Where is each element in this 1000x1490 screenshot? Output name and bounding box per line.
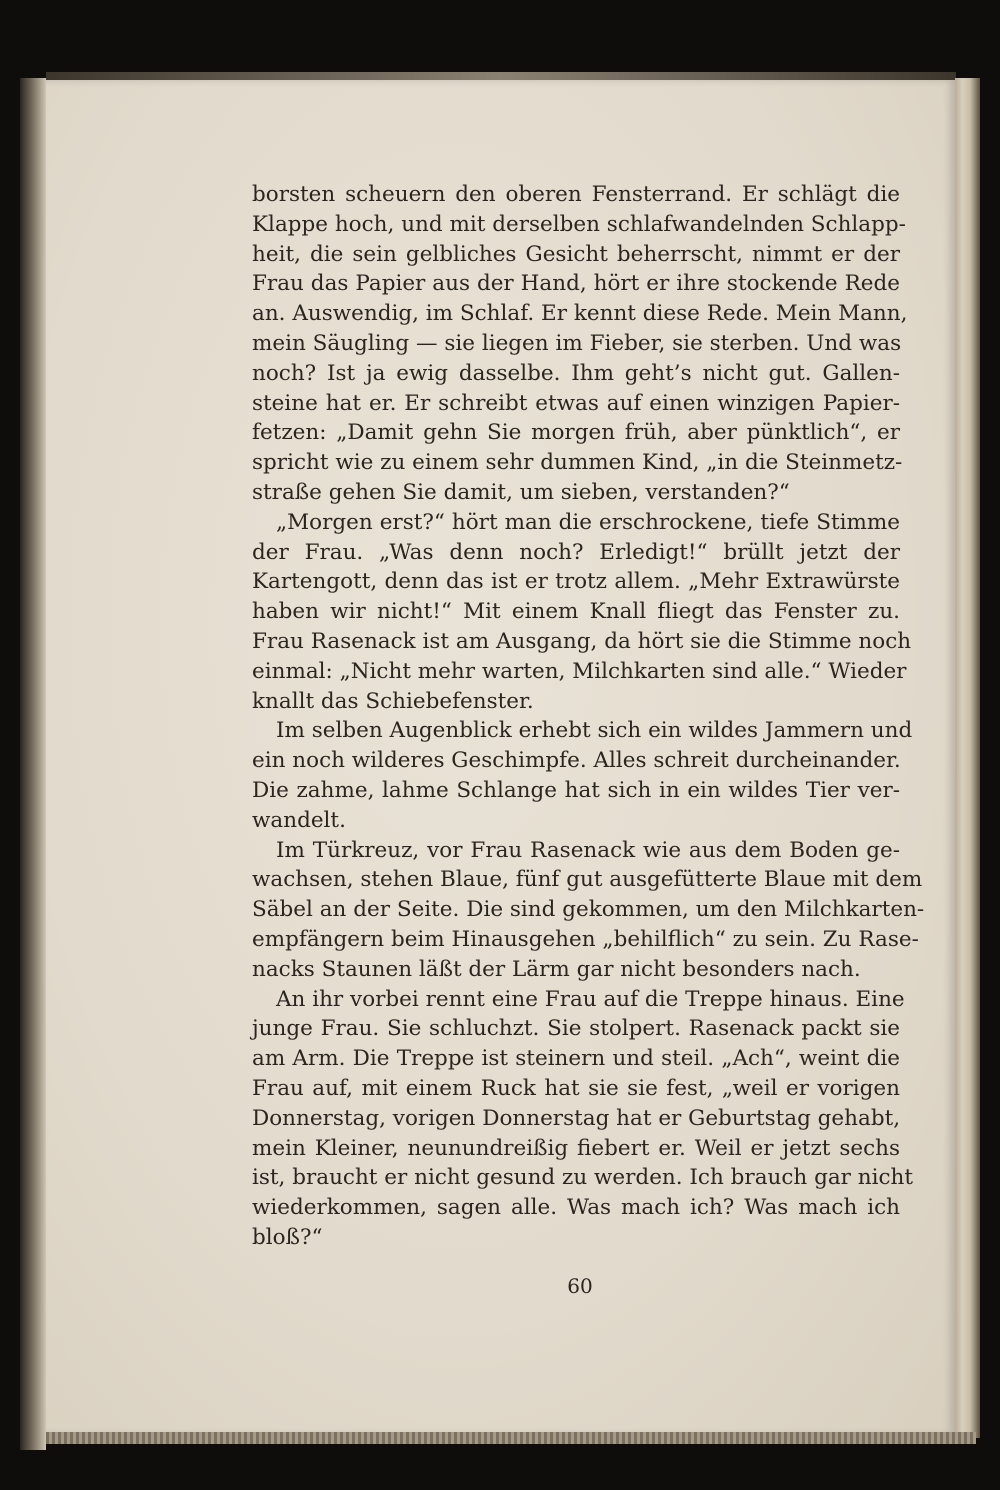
text-line: mein Säugling — sie liegen im Fieber, sie sterben. Und was xyxy=(252,330,902,356)
text-line: heit, die sein gelbliches Gesicht beherrscht, nimmt er der xyxy=(252,241,900,267)
page-text xyxy=(252,180,925,1253)
text-line: Die zahme, lahme Schlange hat sich in ein wildes Tier ver- xyxy=(252,777,900,803)
text-line: empfängern beim Hinausgehen „behilflich“ zu sein. Zu Rase- xyxy=(252,926,919,952)
text-line: wiederkommen, sagen alle. Was mach ich? Was mach ich xyxy=(252,1195,900,1221)
text-line: „Morgen erst?“ hört man die erschrockene, tiefe Stimme xyxy=(276,509,900,535)
text-line: wachsen, stehen Blaue, fünf gut ausgefütterte Blaue mit dem xyxy=(252,867,923,893)
text-line: Frau das Papier aus der Hand, hört er ihre stockende Rede xyxy=(252,271,900,297)
text-line: nacks Staunen läßt der Lärm gar nicht besonders nach. xyxy=(252,956,861,982)
book-top-edge xyxy=(46,72,956,80)
text-line: steine hat er. Er schreibt etwas auf einen winzigen Papier- xyxy=(252,390,900,416)
text-line: wandelt. xyxy=(252,807,346,833)
text-line: junge Frau. Sie schluchzt. Sie stolpert. Rasenack packt sie xyxy=(252,1016,900,1042)
text-line: ein noch wilderes Geschimpfe. Alles schreit durcheinander. xyxy=(252,748,901,774)
text-line: noch? Ist ja ewig dasselbe. Ihm geht’s nicht gut. Gallen- xyxy=(252,360,900,386)
text-line: Frau auf, mit einem Ruck hat sie sie fest, „weil er vorigen xyxy=(252,1075,900,1101)
text-line: Säbel an der Seite. Die sind gekommen, um den Milchkarten- xyxy=(252,897,925,923)
text-line: spricht wie zu einem sehr dummen Kind, „in die Steinmetz- xyxy=(252,450,903,476)
text-line: am Arm. Die Treppe ist steinern und steil. „Ach“, weint die xyxy=(252,1046,900,1072)
text-line: straße gehen Sie damit, um sieben, verstanden?“ xyxy=(252,479,790,505)
text-line: Kartengott, denn das ist er trotz allem. „Mehr Extrawürste xyxy=(252,569,900,595)
text-line: borsten scheuern den oberen Fensterrand. Er schlägt die xyxy=(252,182,900,207)
text-line: an. Auswendig, im Schlaf. Er kennt diese Rede. Mein Mann, xyxy=(252,301,908,327)
text-line: ist, braucht er nicht gesund zu werden. Ich brauch gar nicht xyxy=(252,1165,914,1191)
text-line: einmal: „Nicht mehr warten, Milchkarten sind alle.“ Wieder xyxy=(252,658,907,684)
text-line: An ihr vorbei rennt eine Frau auf die Treppe hinaus. Eine xyxy=(276,986,905,1012)
page-number: 60 xyxy=(567,1274,593,1298)
book-right-edge xyxy=(955,78,980,1438)
text-line: Donnerstag, vorigen Donnerstag hat er Geburtstag gehabt, xyxy=(252,1105,901,1131)
text-line: Klappe hoch, und mit derselben schlafwandelnden Schlapp- xyxy=(252,211,906,237)
text-line: bloß?“ xyxy=(252,1224,323,1250)
text-line: Im Türkreuz, vor Frau Rasenack wie aus dem Boden ge- xyxy=(276,837,900,863)
text-line: knallt das Schiebefenster. xyxy=(252,688,534,714)
text-line: fetzen: „Damit gehn Sie morgen früh, aber pünktlich“, er xyxy=(252,420,900,446)
text-line: der Frau. „Was denn noch? Erledigt!“ brüllt jetzt der xyxy=(252,539,900,565)
book-bottom-edge xyxy=(46,1432,976,1444)
book-left-edge xyxy=(20,78,46,1450)
text-line: haben wir nicht!“ Mit einem Knall fliegt das Fenster zu. xyxy=(252,599,900,625)
text-line: Frau Rasenack ist am Ausgang, da hört sie die Stimme noch xyxy=(252,628,912,654)
text-line: mein Kleiner, neunundreißig fiebert er. Weil er jetzt sechs xyxy=(252,1135,900,1161)
text-line: Im selben Augenblick erhebt sich ein wildes Jammern und xyxy=(276,718,913,744)
